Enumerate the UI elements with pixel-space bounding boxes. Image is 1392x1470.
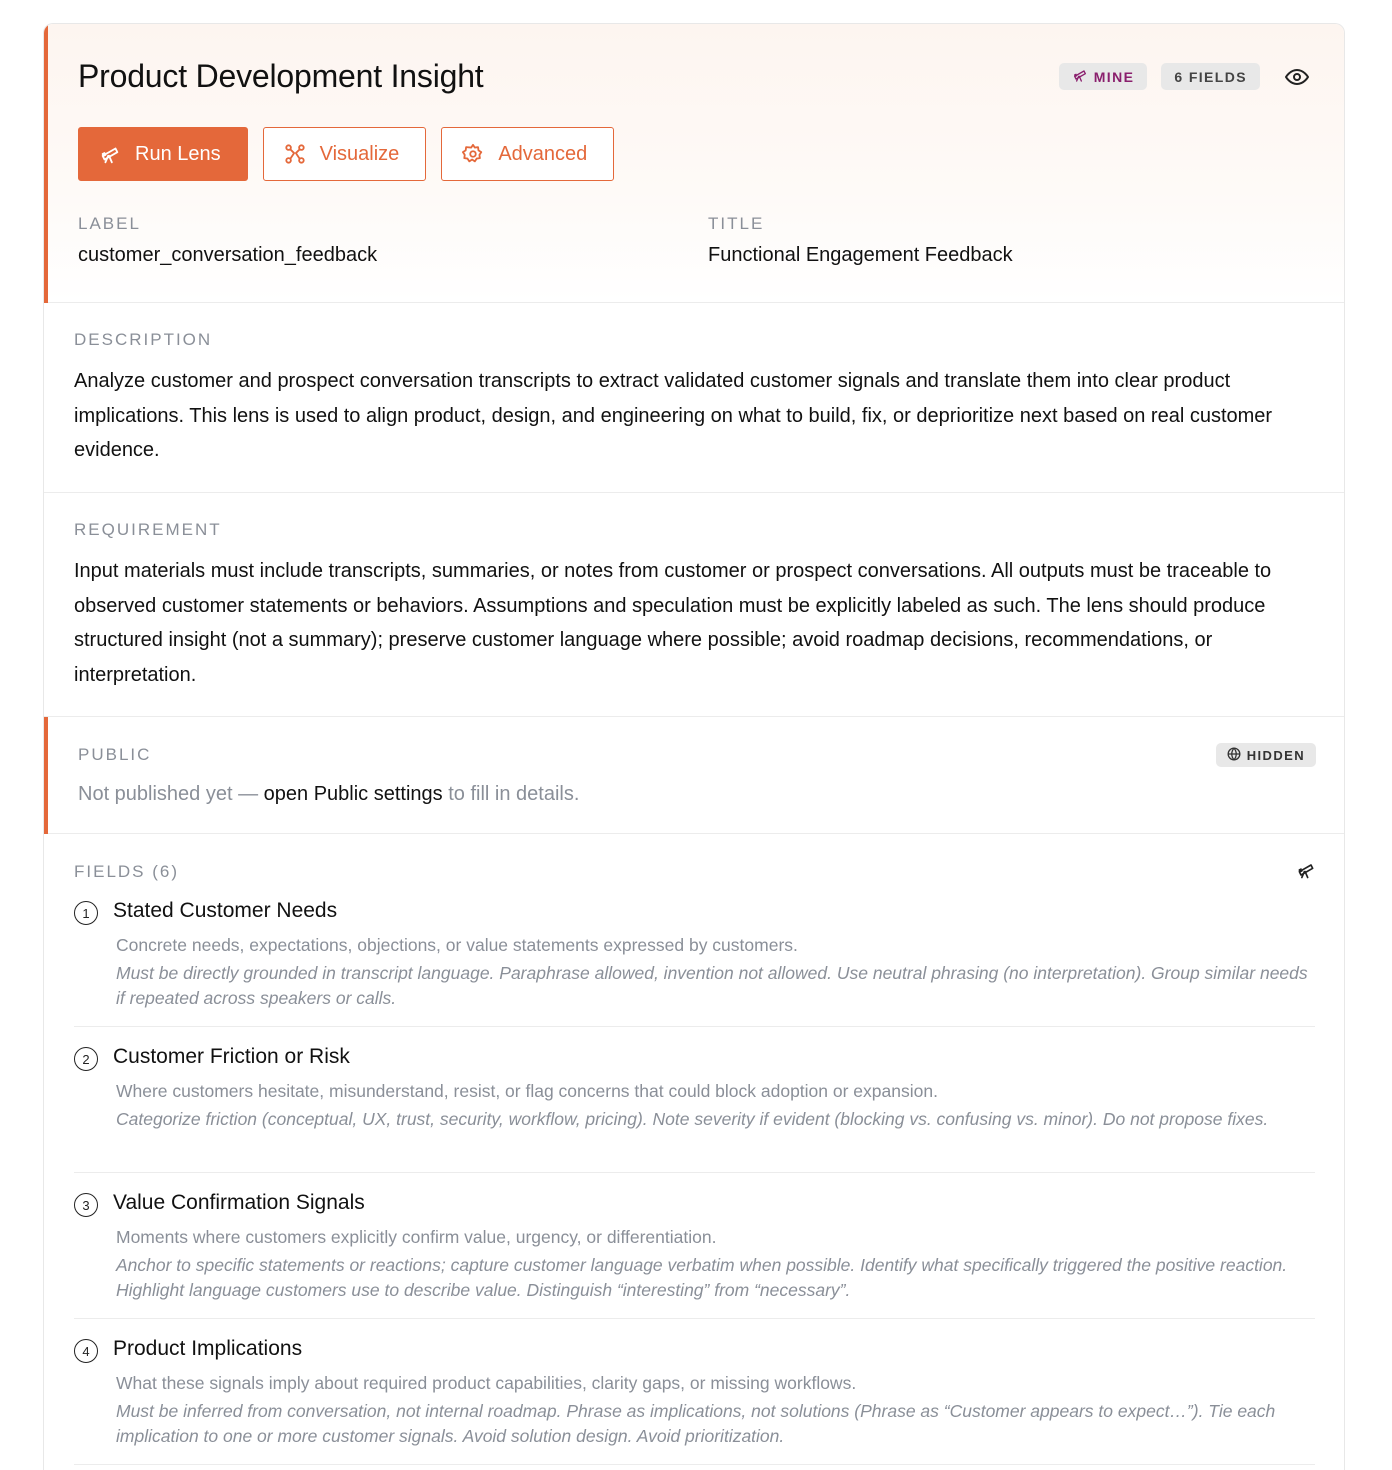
fields-heading: FIELDS (6) [74,862,180,881]
public-status-text [78,783,579,806]
fields-section [44,834,1345,1470]
requirement-heading: REQUIREMENT [74,520,222,539]
field-note: Anchor to specific statements or reactions; capture customer language verbatim when possible. Identify what specifically triggered the positive reaction. Highlight language customers use to describe value. Distinguish “interesting” from “necessary”. [116,1255,1288,1300]
field-description: What these signals imply about required product capabilities, clarity gaps, or missing workflows. [116,1373,857,1393]
public-settings-link[interactable]: open Public settings [263,783,443,805]
label-value: customer_conversation_feedback [78,244,378,266]
graph-nodes-icon [284,143,306,165]
label-key: LABEL [78,214,141,233]
visualize-label: Visualize [319,142,400,165]
telescope-icon [99,143,121,165]
mine-badge [1059,63,1148,90]
header-badges [1059,63,1310,90]
description-section [44,303,1345,493]
visualize-button[interactable] [263,127,427,181]
label-field [78,214,377,267]
run-lens-label: Run Lens [135,142,221,165]
field-item[interactable] [74,1047,1315,1173]
field-item[interactable] [74,1339,1315,1465]
lens-title: Product Development Insight [78,58,484,94]
field-note: Categorize friction (conceptual, UX, trust, security, workflow, pricing). Note severity if evident (blocking vs. confusing vs. minor). Do not propose fixes. [116,1109,1269,1129]
description-heading: DESCRIPTION [74,330,213,349]
field-number: 4 [74,1339,98,1363]
mine-badge-label: MINE [1093,68,1135,85]
public-text-before: Not published yet — [78,783,264,805]
fields-count-badge: 6 FIELDS [1161,63,1260,90]
advanced-button[interactable] [441,127,614,181]
eye-icon[interactable] [1284,64,1310,90]
field-name: Customer Friction or Risk [113,1045,350,1068]
field-name: Value Confirmation Signals [113,1191,365,1214]
visibility-badge [1216,743,1316,767]
requirement-text: Input materials must include transcripts, summaries, or notes from customer or prospect conversations. All outputs must be traceable to observed customer statements or behaviors. Assumptions and speculation must be explicitly labeled as such. The lens should produce structured insight (not a summary); preserve customer language where possible; avoid roadmap decisions, recommendations, or interpretation. [74,560,1272,686]
public-accent-bar [44,717,48,834]
field-number: 1 [74,901,98,925]
field-description: Moments where customers explicitly confirm value, urgency, or differentiation. [116,1227,717,1247]
field-name: Product Implications [113,1337,303,1360]
title-field [708,214,1013,267]
lens-header [44,24,1345,303]
field-item[interactable] [74,1193,1315,1319]
visibility-label: HIDDEN [1246,747,1305,763]
lens-card [43,23,1345,1470]
advanced-label: Advanced [498,142,588,165]
action-bar [78,127,614,181]
public-text-after: to fill in details. [442,783,580,805]
globe-icon [1227,747,1241,764]
field-item[interactable] [74,901,1315,1027]
header-accent-bar [44,24,48,303]
field-name: Stated Customer Needs [113,899,338,922]
telescope-icon[interactable] [1296,860,1316,885]
title-key: TITLE [708,214,765,233]
field-description: Where customers hesitate, misunderstand, resist, or flag concerns that could block adoption or expansion. [116,1081,938,1101]
description-text: Analyze customer and prospect conversation transcripts to extract validated customer signals and translate them into clear product implications. This lens is used to align product, design, and engineering on what to build, fix, or deprioritize next based on real customer evidence. [74,370,1273,461]
public-heading: PUBLIC [78,745,152,764]
field-number: 3 [74,1193,98,1217]
field-note: Must be inferred from conversation, not internal roadmap. Phrase as implications, not solutions (Phrase as “Customer appears to expect…”). Tie each implication to one or more customer signals. Avoid solution design. Avoid prioritization. [116,1401,1276,1446]
telescope-icon [1072,67,1088,86]
gear-icon [462,143,484,165]
requirement-section [44,493,1345,717]
field-number: 2 [74,1047,98,1071]
field-description: Concrete needs, expectations, objections, or value statements expressed by customers. [116,935,798,955]
run-lens-button[interactable] [78,127,248,181]
field-note: Must be directly grounded in transcript language. Paraphrase allowed, invention not allowed. Use neutral phrasing (no interpretation). Group similar needs if repeated across speakers or calls. [116,963,1308,1008]
title-value: Functional Engagement Feedback [708,244,1013,266]
public-section [44,717,1345,834]
